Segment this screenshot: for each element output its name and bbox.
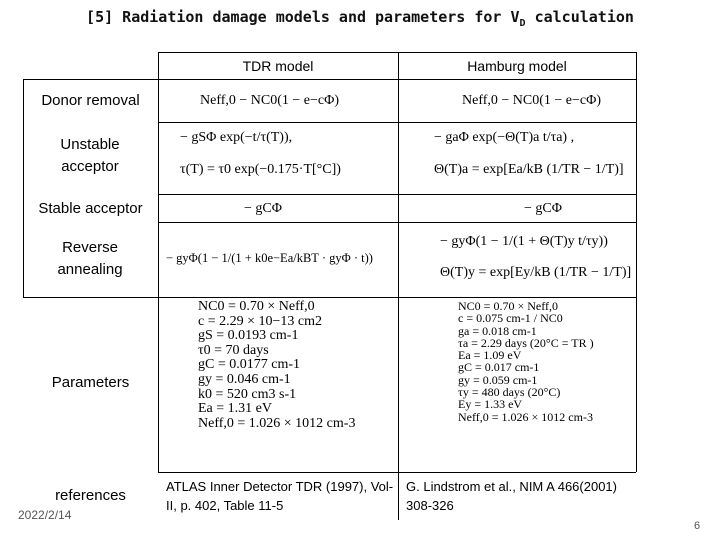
hamburg-reference: G. Lindstrom et al., NIM A 466(2001) 308-326 — [406, 479, 617, 513]
tdr-param: gy = 0.046 cm-1 — [198, 371, 291, 387]
hamburg-param: gC = 0.017 cm-1 — [458, 360, 540, 375]
slide-title: [5] Radiation damage models and parameters for $V_D$ calculation — [86, 8, 634, 29]
row-label-unstable-acceptor: Unstable acceptor — [60, 136, 120, 175]
tdr-param: k0 = 520 cm3 s-1 — [198, 386, 297, 402]
hamburg-reverse-formula-1: − gyΦ(1 − 1/(1 + Θ(T)y t/τy)) — [440, 234, 608, 249]
hamburg-donor-removal-formula: Neff,0 − NC0(1 − e−cΦ) — [462, 93, 602, 108]
hamburg-parameters-list — [458, 300, 594, 423]
hamburg-unstable-formula-1: − gaΦ exp(−Θ(T)a t/τa) , — [434, 130, 575, 145]
tdr-param: gC = 0.0177 cm-1 — [198, 357, 300, 373]
tdr-reference: ATLAS Inner Detector TDR (1997), Vol-II, p. 402, Table 11-5 — [166, 479, 394, 513]
grid-line — [158, 194, 636, 195]
hamburg-param: Ea = 1.09 eV — [458, 348, 522, 363]
hamburg-reverse-formula-2: Θ(T)y = exp[Ey/kB (1/TR − 1/T)] — [440, 265, 632, 280]
tdr-unstable-formula-2: τ(T) = τ0 exp(−0.175·T[°C]) — [180, 162, 341, 177]
page-number: 6 — [694, 520, 701, 532]
hamburg-param: τy = 480 days (20°C) — [458, 385, 561, 400]
grid-line — [158, 222, 636, 223]
header-tdr-model: TDR model — [242, 57, 314, 74]
hamburg-param: τa = 2.29 days (20°C = TR ) — [458, 335, 594, 350]
tdr-unstable-formula-1: − gSΦ exp(−t/τ(T)), — [180, 130, 293, 145]
grid-line — [23, 297, 636, 298]
row-label-donor-removal: Donor removal — [41, 91, 140, 109]
tdr-param: NC0 = 0.70 × Neff,0 — [198, 299, 315, 314]
grid-line — [158, 52, 159, 298]
grid-line — [158, 298, 159, 472]
row-label-reverse-annealing: Reverse annealing — [57, 239, 123, 278]
hamburg-param: NC0 = 0.70 × Neff,0 — [458, 299, 558, 313]
tdr-donor-removal-formula: Neff,0 − NC0(1 − e−cΦ) — [200, 93, 340, 108]
tdr-param: gS = 0.0193 cm-1 — [198, 328, 299, 344]
row-label-parameters: Parameters — [51, 374, 130, 391]
tdr-stable-formula: − gCΦ — [244, 201, 282, 216]
hamburg-param: gy = 0.059 cm-1 — [458, 372, 538, 387]
row-label-references: references — [55, 487, 126, 504]
tdr-param: Neff,0 = 1.026 × 1012 cm-3 — [198, 415, 356, 431]
grid-line — [636, 52, 637, 472]
row-label-stable-acceptor: Stable acceptor — [38, 199, 143, 217]
hamburg-param: c = 0.075 cm-1 / NC0 — [458, 311, 563, 326]
tdr-param: Ea = 1.31 eV — [198, 401, 272, 417]
tdr-reverse-annealing-formula: − gyΦ(1 − 1/(1 + k0e−Ea/kBT · gyΦ · t)) — [166, 251, 373, 265]
grid-line — [158, 472, 636, 473]
hamburg-stable-formula: − gCΦ — [524, 201, 562, 216]
slide-date: 2022/2/14 — [18, 508, 72, 522]
grid-line — [158, 122, 636, 123]
tdr-param: c = 2.29 × 10−13 cm2 — [198, 313, 323, 329]
header-hamburg-model: Hamburg model — [467, 57, 567, 74]
hamburg-unstable-formula-2: Θ(T)a = exp[Ea/kB (1/TR − 1/T)] — [434, 162, 624, 177]
tdr-parameters-list — [198, 300, 355, 431]
hamburg-param: ga = 0.018 cm-1 — [458, 323, 537, 338]
hamburg-param: Neff,0 = 1.026 × 1012 cm-3 — [458, 409, 593, 424]
tdr-param: τ0 = 70 days — [198, 342, 269, 358]
hamburg-param: Ey = 1.33 eV — [458, 397, 523, 412]
